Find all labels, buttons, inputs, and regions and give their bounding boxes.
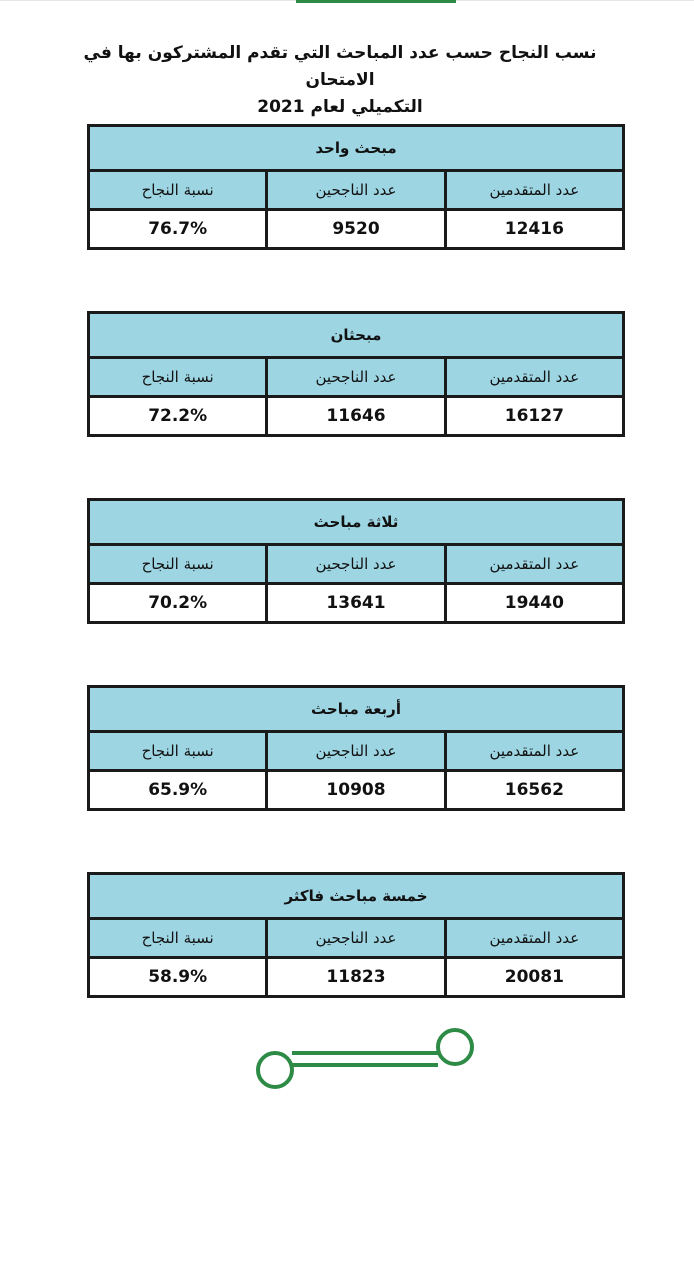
- value-row: [90, 398, 622, 434]
- table-header: مبحثان: [90, 314, 622, 359]
- applicants-value: 16127: [504, 406, 564, 426]
- label-row: [90, 546, 622, 585]
- decorative-connector-icon: [250, 1022, 480, 1092]
- value-row: [90, 772, 622, 808]
- applicants-value: 12416: [504, 219, 564, 239]
- rate-label: نسبة النجاح: [90, 359, 268, 395]
- results-table-4: [87, 685, 625, 811]
- title-line-2: التكميلي لعام 2021: [257, 97, 423, 117]
- value-row: [90, 959, 622, 995]
- table-header: مبحث واحد: [90, 127, 622, 172]
- passed-value: 9520: [268, 211, 446, 247]
- table-header: ثلاثة مباحث: [90, 501, 622, 546]
- applicants-label: عدد المتقدمين: [489, 929, 580, 947]
- table-header: خمسة مباحث فاكثر: [90, 875, 622, 920]
- passed-value: 11823: [268, 959, 446, 995]
- rate-value: 72.2%: [90, 398, 268, 434]
- results-table-3: [87, 498, 625, 624]
- passed-label: عدد الناجحين: [268, 733, 446, 769]
- title-line-1: نسب النجاح حسب عدد المباحث التي تقدم المشتركون بها في الامتحان: [83, 43, 597, 90]
- page-title: [60, 40, 620, 121]
- applicants-label: عدد المتقدمين: [489, 368, 580, 386]
- top-rule: [0, 0, 694, 4]
- applicants-label: عدد المتقدمين: [489, 742, 580, 760]
- label-row: [90, 733, 622, 772]
- label-row: [90, 172, 622, 211]
- passed-value: 11646: [268, 398, 446, 434]
- rate-label: نسبة النجاح: [90, 920, 268, 956]
- applicants-label: عدد المتقدمين: [489, 555, 580, 573]
- applicants-value: 20081: [504, 967, 564, 987]
- passed-value: 13641: [268, 585, 446, 621]
- rate-value: 70.2%: [90, 585, 268, 621]
- rate-value: 65.9%: [90, 772, 268, 808]
- applicants-value: 19440: [504, 593, 564, 613]
- label-row: [90, 359, 622, 398]
- value-row: [90, 211, 622, 247]
- rate-label: نسبة النجاح: [90, 733, 268, 769]
- applicants-value: 16562: [504, 780, 564, 800]
- results-table-1: [87, 124, 625, 250]
- passed-label: عدد الناجحين: [268, 359, 446, 395]
- rate-label: نسبة النجاح: [90, 546, 268, 582]
- rate-label: نسبة النجاح: [90, 172, 268, 208]
- passed-label: عدد الناجحين: [268, 920, 446, 956]
- passed-label: عدد الناجحين: [268, 546, 446, 582]
- rate-value: 76.7%: [90, 211, 268, 247]
- results-table-5: [87, 872, 625, 998]
- rate-value: 58.9%: [90, 959, 268, 995]
- label-row: [90, 920, 622, 959]
- results-table-2: [87, 311, 625, 437]
- passed-label: عدد الناجحين: [268, 172, 446, 208]
- applicants-label: عدد المتقدمين: [489, 181, 580, 199]
- value-row: [90, 585, 622, 621]
- passed-value: 10908: [268, 772, 446, 808]
- table-header: أربعة مباحث: [90, 688, 622, 733]
